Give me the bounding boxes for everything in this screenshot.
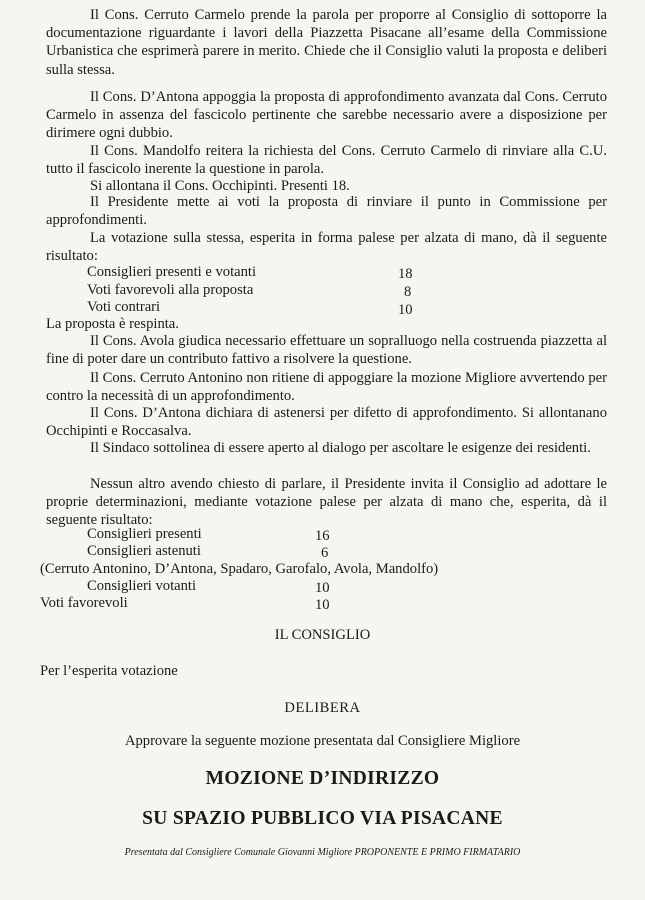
vote2-label-presenti: Consiglieri presenti xyxy=(87,526,202,542)
vote2-label-favorevoli: Voti favorevoli xyxy=(40,595,128,611)
vote2-value-presenti: 16 xyxy=(315,528,330,544)
paragraph-cerruto-carmelo: Il Cons. Cerruto Carmelo prende la parola per proporre al Consiglio di sottoporre la documentazione riguardante i lavori della Piazzetta Pisacane all’esame della Commissione Urbanistica che esprimerà parere in merito. Chiede che il Consiglio valuti la proposta e deliberi sulla stessa. xyxy=(46,7,607,78)
title-mozione-indirizzo: MOZIONE D’INDIRIZZO xyxy=(205,768,440,789)
heading-delibera: DELIBERA xyxy=(284,700,361,716)
title-spazio-pubblico: SU SPAZIO PUBBLICO VIA PISACANE xyxy=(142,808,503,829)
vote1-label-favorevoli: Voti favorevoli alla proposta xyxy=(87,282,254,298)
footer-presentata: Presentata dal Consigliere Comunale Giovanni Migliore PROPONENTE E PRIMO FIRMATARIO xyxy=(124,847,521,858)
vote2-value-favorevoli: 10 xyxy=(315,597,330,613)
heading-il-consiglio: IL CONSIGLIO xyxy=(274,627,371,643)
paragraph-sindaco: Il Sindaco sottolinea di essere aperto al dialogo per ascoltare le esigenze dei residenti. xyxy=(90,440,591,456)
paragraph-avola: Il Cons. Avola giudica necessario effettuare un sopralluogo nella costruenda piazzetta al fine di poter dare un contributo fattivo a risolvere la questione. xyxy=(46,333,607,368)
paragraph-presidente: Il Presidente mette ai voti la proposta di rinviare il punto in Commissione per approfondimenti. xyxy=(46,194,607,229)
per-esperita-votazione: Per l’esperita votazione xyxy=(40,663,178,679)
paragraph-presidente-invito: Nessun altro avendo chiesto di parlare, il Presidente invita il Consiglio ad adottare le proprie determinazioni, mediante votazione palese per alzata di mano che, esperita, dà il seguente risultato: xyxy=(46,476,607,529)
vote1-label-contrari: Voti contrari xyxy=(87,299,161,315)
abstainers-list: (Cerruto Antonino, D’Antona, Spadaro, Garofalo, Avola, Mandolfo) xyxy=(40,561,439,577)
paragraph-respinta: La proposta è respinta. xyxy=(46,316,179,332)
paragraph-mandolfo: Il Cons. Mandolfo reitera la richiesta del Cons. Cerruto Carmelo di rinviare alla C.U. tutto il fascicolo inerente la questione in parola. xyxy=(46,143,607,178)
paragraph-cerruto-antonino: Il Cons. Cerruto Antonino non ritiene di appoggiare la mozione Migliore avvertendo per contro la necessità di un approfondimento. xyxy=(46,370,607,405)
approvare-mozione: Approvare la seguente mozione presentata dal Consigliere Migliore xyxy=(124,733,521,749)
vote2-value-votanti: 10 xyxy=(315,580,330,596)
vote1-value-presenti: 18 xyxy=(398,266,413,282)
vote2-label-votanti: Consiglieri votanti xyxy=(87,578,197,594)
vote1-value-contrari: 10 xyxy=(398,302,413,318)
paragraph-dantona-astensione: Il Cons. D’Antona dichiara di astenersi per difetto di approfondimento. Si allontanano Occhipinti e Roccasalva. xyxy=(46,405,607,440)
paragraph-occhipinti: Si allontana il Cons. Occhipinti. Presenti 18. xyxy=(90,178,350,194)
paragraph-votazione: La votazione sulla stessa, esperita in forma palese per alzata di mano, dà il seguente risultato: xyxy=(46,230,607,265)
vote2-value-astenuti: 6 xyxy=(321,545,329,561)
vote1-label-presenti: Consiglieri presenti e votanti xyxy=(87,264,257,280)
paragraph-dantona: Il Cons. D’Antona appoggia la proposta di approfondimento avanzata dal Cons. Cerruto Carmelo in assenza del fascicolo pertinente che sarebbe necessario avere a disposizione per dirimere ogni dubbio. xyxy=(46,89,607,142)
vote1-value-favorevoli: 8 xyxy=(404,284,412,300)
vote2-label-astenuti: Consiglieri astenuti xyxy=(87,543,201,559)
